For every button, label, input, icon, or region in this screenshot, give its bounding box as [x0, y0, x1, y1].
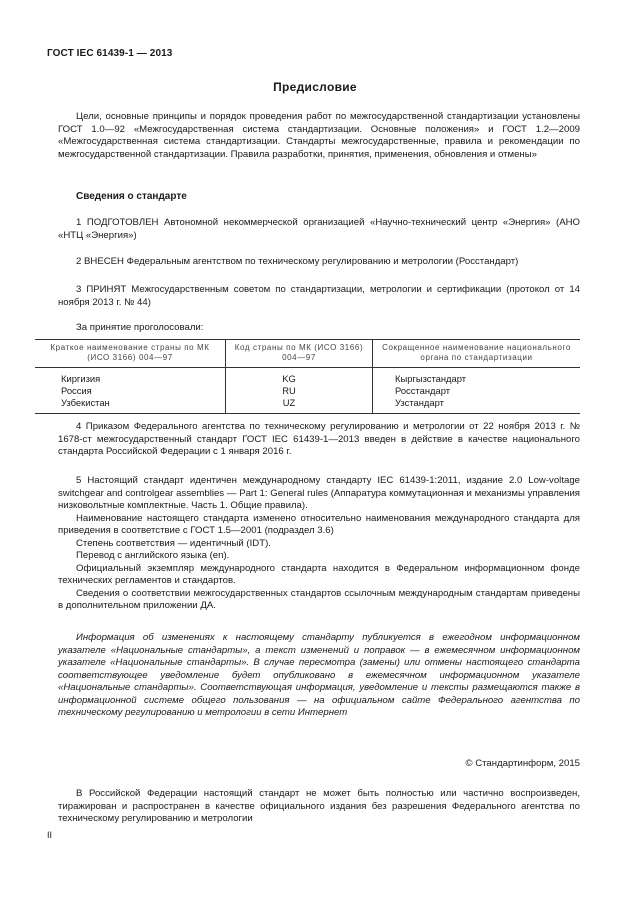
page-title: Предисловие [273, 80, 357, 94]
legal-paragraph: В Российской Федерации настоящий стандарт не может быть полностью или частично воспроизведен, тиражирован и распространен в качестве официального издания без разрешения Федерального агентства по техническому регулированию и метрологии [58, 788, 580, 824]
intro-paragraph: Цели, основные принципы и порядок проведения работ по межгосударственной стандартизации установлены ГОСТ 1.0—92 «Межгосударственная система стандартизации. Основные положения» и ГОСТ 1.2—2009 «Межгосударственная система стандартизации. Стандарты межгосударственные, правила и рекомендации по межгосударственной стандартизации. Правила разработки, принятия, применения, обновления и отмены» [58, 111, 580, 160]
item-5-references: Сведения о соответствии межгосударственных стандартов ссылочным международным стандартам приведены в дополнительном приложении ДА. [58, 587, 580, 611]
table-header-row [35, 340, 580, 368]
table-header-body: Сокращенное наименование национального органа по стандартизации [373, 340, 581, 368]
cell-country: Киргизия [61, 373, 101, 384]
intro-block [58, 111, 580, 161]
item-5-conformity: Степень соответствия — идентичный (IDT). [76, 537, 271, 549]
item-5-translation: Перевод с английского языка (en). [76, 550, 230, 561]
table-row [35, 368, 580, 386]
item-5-block [58, 475, 580, 613]
cell-country: Россия [61, 385, 92, 396]
item-4: 4 Приказом Федерального агентства по техническому регулированию и метрологии от 22 ноября 2013 г. № 1678-ст межгосударственный стандарт ГОСТ IEC 61439-1—2013 введен в действие в качестве национального стандарта Российской Федерации с 1 января 2016 г. [58, 421, 580, 457]
info-block [58, 632, 580, 720]
cell-body: Росстандарт [373, 385, 581, 397]
cell-code: UZ [226, 397, 373, 414]
item-1: 1 ПОДГОТОВЛЕН Автономной некоммерческой организацией «Научно-технический центр «Энергия» (АНО «НТЦ «Энергия») [58, 217, 580, 241]
document-header: ГОСТ IEC 61439-1 — 2013 [47, 48, 173, 59]
cell-body: Узстандарт [373, 397, 581, 414]
cell-country: Узбекистан [35, 397, 226, 414]
copyright: © Стандартинформ, 2015 [465, 758, 580, 769]
table-header-country: Краткое наименование страны по МК (ИСО 3166) 004—97 [35, 340, 226, 368]
page-number: II [47, 830, 53, 840]
cell-code: KG [226, 368, 373, 386]
item-5-name-change: Наименование настоящего стандарта изменено относительно наименования международного стандарта для приведения в соответствие с ГОСТ 1.5—2001 (подраздел 3.6) [58, 512, 580, 536]
section-title: Сведения о стандарте [76, 191, 187, 202]
cell-body: Кыргызстандарт [373, 368, 581, 386]
legal-block [58, 788, 580, 826]
cell-code: RU [226, 385, 373, 397]
voted-block [58, 322, 580, 335]
table-row [35, 385, 580, 397]
item-4-block [58, 421, 580, 459]
item-5: 5 Настоящий стандарт идентичен международному стандарту IEC 61439-1:2011, издание 2.0 Low-voltage switchgear and controlgear assemblies — Part 1: General rules (Аппаратура коммутационная и механизмы управления низковольтные комплектные. Часть 1. Общие правила). [58, 475, 580, 511]
item-1-block [58, 217, 580, 242]
table-header-code: Код страны по МК (ИСО 3166) 004—97 [226, 340, 373, 368]
item-2-block [58, 256, 580, 269]
item-2: 2 ВНЕСЕН Федеральным агентством по техническому регулированию и метрологии (Росстандарт) [76, 256, 519, 267]
item-3: 3 ПРИНЯТ Межгосударственным советом по стандартизации, метрологии и сертификации (протокол от 14 ноября 2013 г. № 44) [58, 284, 580, 308]
item-5-official-copy: Официальный экземпляр международного стандарта находится в Федеральном информационном фонде технических регламентов и стандартов. [58, 562, 580, 586]
item-3-block [58, 284, 580, 309]
voting-table [35, 339, 580, 414]
table-row [35, 397, 580, 414]
voted-label: За принятие проголосовали: [76, 322, 204, 333]
info-paragraph: Информация об изменениях к настоящему стандарту публикуется в ежегодном информационном указателе «Национальные стандарты», а текст изменений и поправок — в ежемесячном информационном указателе «Национальные стандарты». В случае пересмотра (замены) или отмены настоящего стандарта соответствующее уведомление будет опубликовано в ежемесячном информационном указателе «Национальные стандарты». Соответствующая информация, уведомление и тексты размещаются также в информационной системе общего пользования — на официальном сайте Федерального агентства по техническому регулированию и метрологии в сети Интернет [58, 632, 580, 718]
